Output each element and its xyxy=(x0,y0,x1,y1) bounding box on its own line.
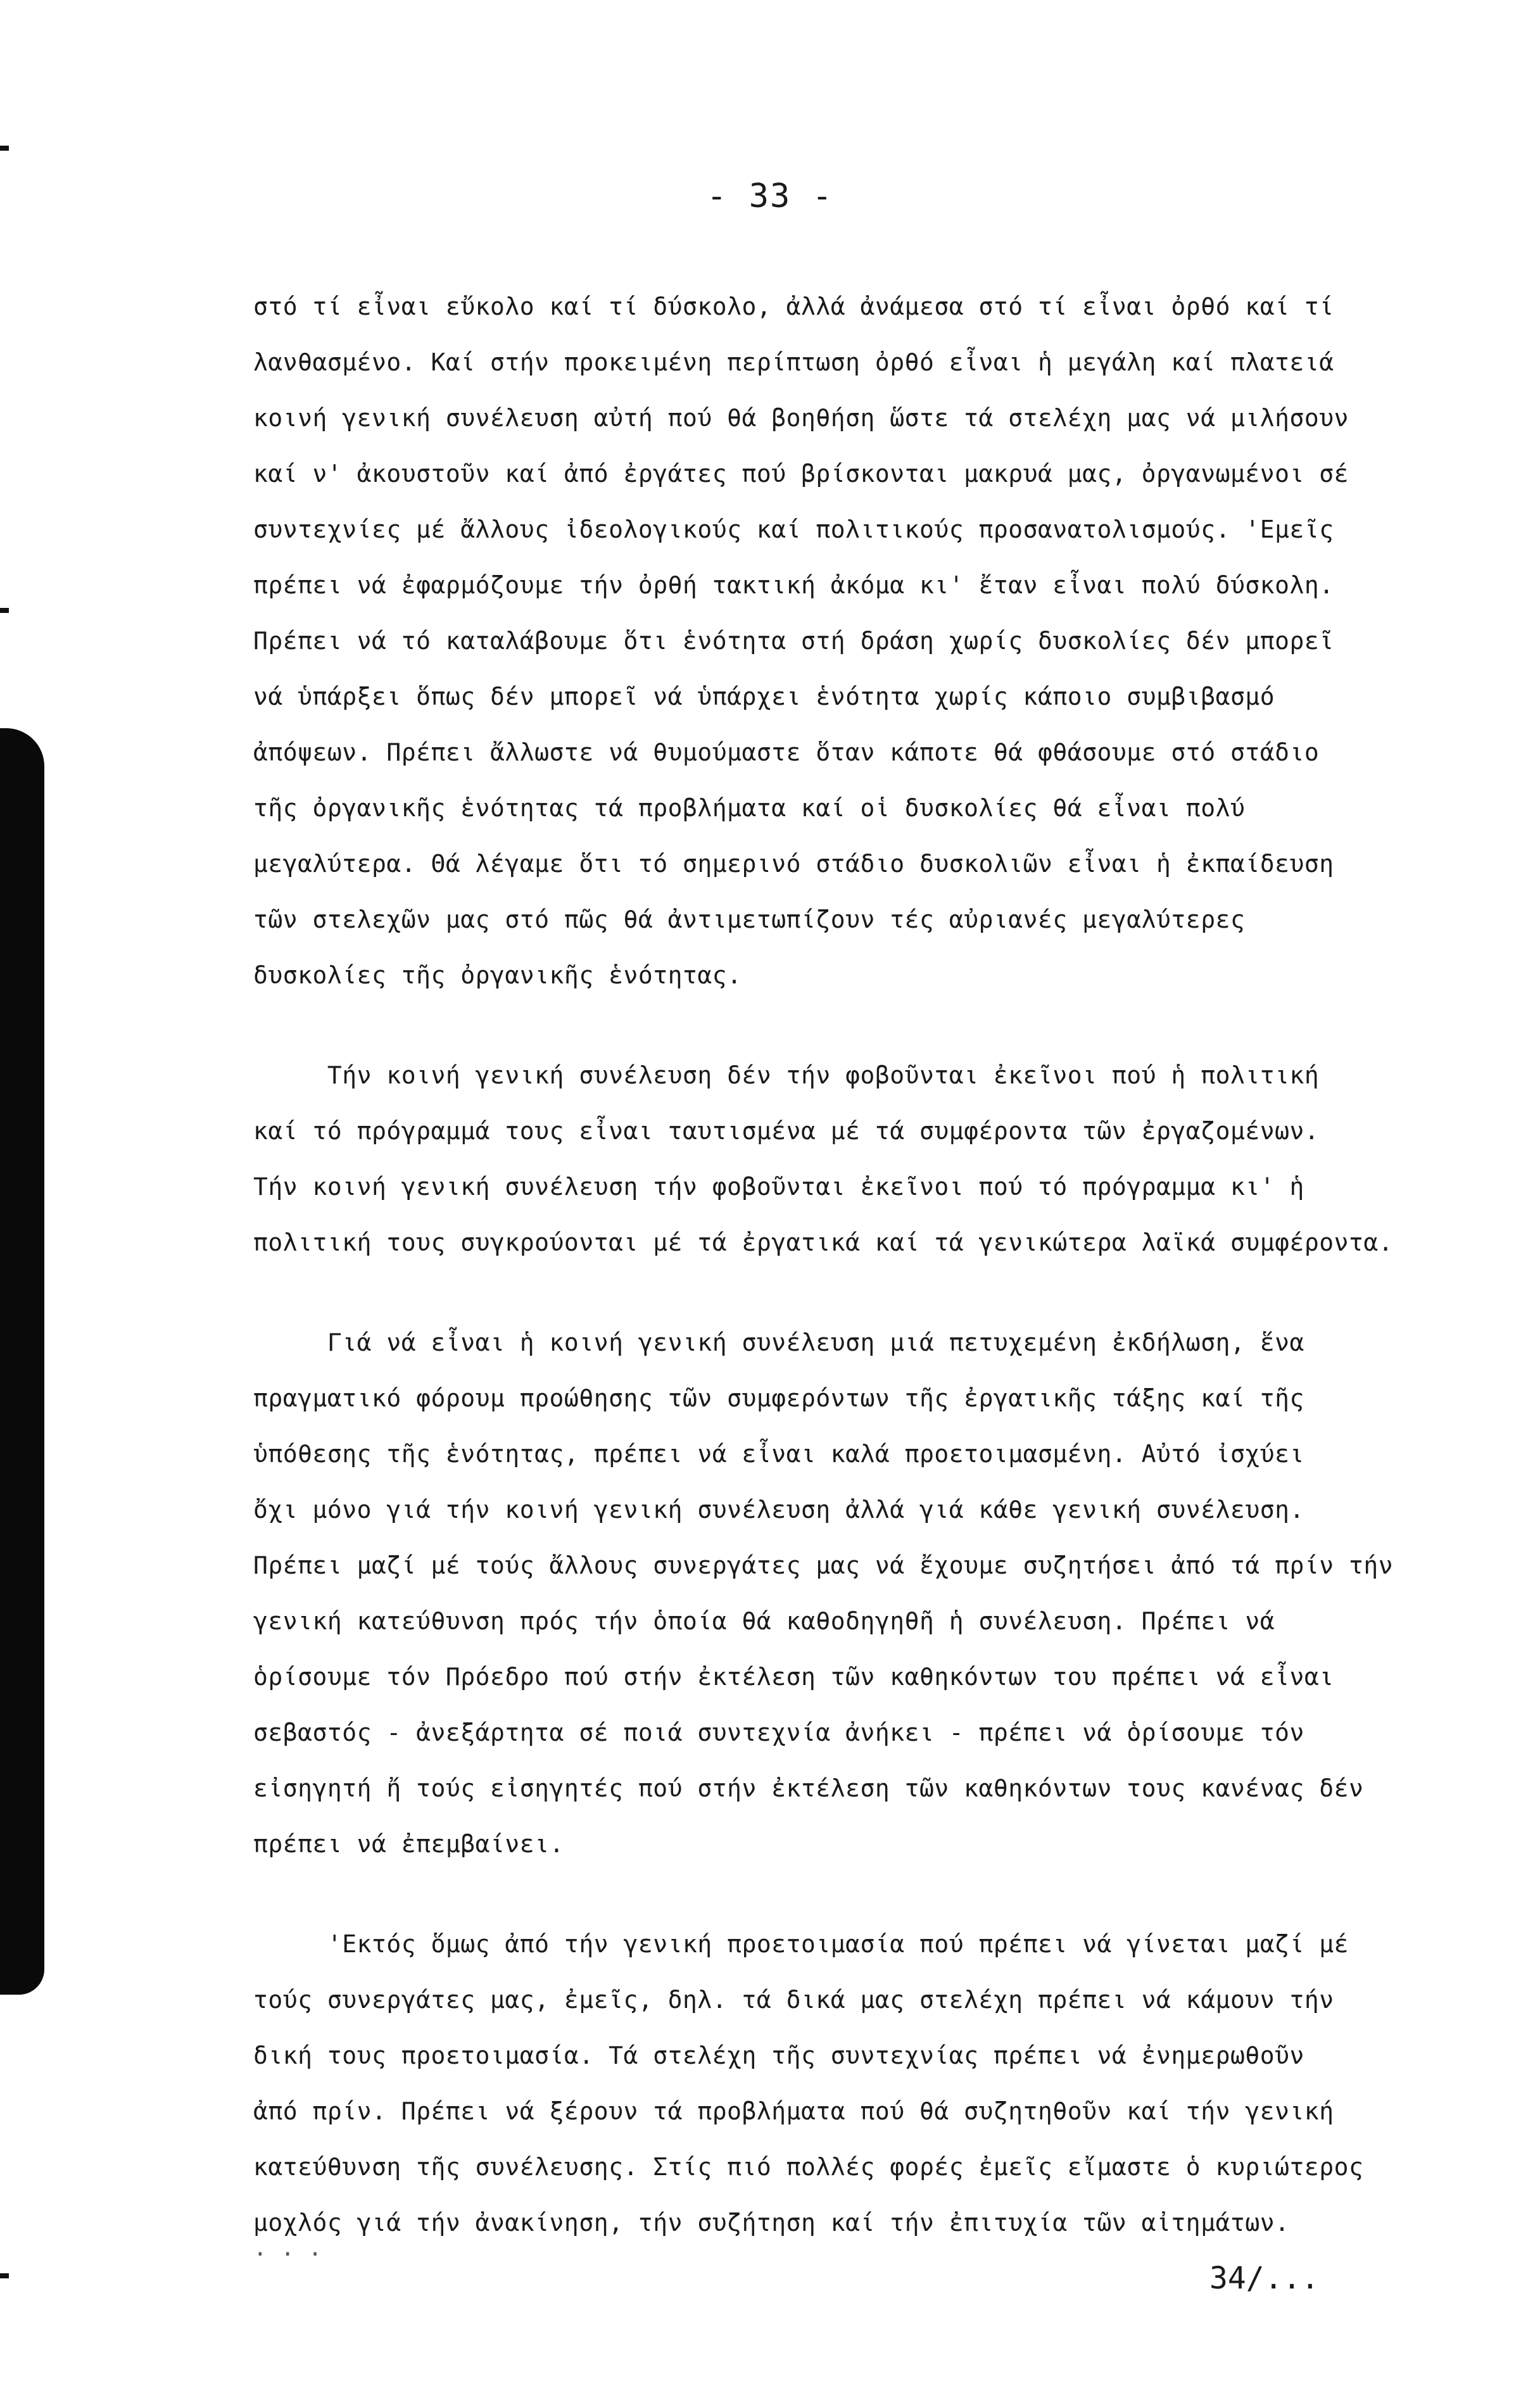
text-line: νά ὑπάρξει ὅπως δέν μπορεῖ νά ὑπάρχει ἑνότητα χωρίς κάποιο συμβιβασμό xyxy=(253,683,1275,710)
text-line: πρέπει νά ἐπεμβαίνει. xyxy=(253,1830,564,1858)
paragraph xyxy=(253,1315,1444,1872)
text-line: γενική κατεύθυνση πρός τήν ὁποία θά καθοδηγηθῆ ἡ συνέλευση. Πρέπει νά xyxy=(253,1607,1275,1635)
document-body xyxy=(253,279,1444,2250)
scan-shadow-edge xyxy=(0,728,44,1995)
text-line: Πρέπει νά τό καταλάβουμε ὅτι ἑνότητα στή δράση χωρίς δυσκολίες δέν μπορεῖ xyxy=(253,627,1334,655)
paragraph xyxy=(253,279,1444,1003)
text-line: συντεχνίες μέ ἄλλους ἰδεολογικούς καί πολιτικούς προσανατολισμούς. 'Εμεῖς xyxy=(253,515,1334,543)
text-line: τῶν στελεχῶν μας στό πῶς θά ἀντιμετωπίζουν τές αὐριανές μεγαλύτερες xyxy=(253,906,1246,933)
text-line: ἀπό πρίν. Πρέπει νά ξέρουν τά προβλήματα πού θά συζητηθοῦν καί τήν γενική xyxy=(253,2097,1334,2125)
text-line: Γιά νά εἶναι ἡ κοινή γενική συνέλευση μιά πετυχεμένη ἐκδήλωση, ἕνα xyxy=(253,1329,1304,1356)
text-line: ὄχι μόνο γιά τήν κοινή γενική συνέλευση ἀλλά γιά κάθε γενική συνέλευση. xyxy=(253,1496,1304,1524)
text-line: κοινή γενική συνέλευση αὐτή πού θά βοηθήση ὥστε τά στελέχη μας νά μιλήσουν xyxy=(253,404,1349,432)
text-line: πρέπει νά ἐφαρμόζουμε τήν ὀρθή τακτική ἀκόμα κι' ἔταν εἶναι πολύ δύσκολη. xyxy=(253,571,1334,599)
text-line: Τήν κοινή γενική συνέλευση δέν τήν φοβοῦνται ἐκεῖνοι πού ἡ πολιτική xyxy=(253,1061,1320,1089)
text-line: 'Εκτός ὅμως ἀπό τήν γενική προετοιμασία πού πρέπει νά γίνεται μαζί μέ xyxy=(253,1930,1349,1958)
text-line: εἰσηγητή ἤ τούς εἰσηγητές πού στήν ἐκτέλεση τῶν καθηκόντων τους κανένας δέν xyxy=(253,1774,1364,1802)
page-number: - 33 - xyxy=(707,177,833,215)
text-line: Πρέπει μαζί μέ τούς ἄλλους συνεργάτες μας νά ἔχουμε συζητήσει ἀπό τά πρίν τήν xyxy=(253,1551,1394,1579)
text-line: ὑπόθεσης τῆς ἑνότητας, πρέπει νά εἶναι καλά προετοιμασμένη. Αὐτό ἰσχύει xyxy=(253,1440,1304,1468)
footer-dots: . . . xyxy=(253,2235,322,2261)
text-line: καί τό πρόγραμμά τους εἶναι ταυτισμένα μέ τά συμφέροντα τῶν ἐργαζομένων. xyxy=(253,1117,1320,1145)
text-line: δυσκολίες τῆς ὀργανικῆς ἑνότητας. xyxy=(253,961,742,989)
continuation-marker: 34/... xyxy=(1209,2261,1320,2296)
paragraph xyxy=(253,1047,1444,1270)
text-line: ὁρίσουμε τόν Πρόεδρο πού στήν ἐκτέλεση τῶν καθηκόντων του πρέπει νά εἶναι xyxy=(253,1663,1334,1691)
text-line: ἀπόψεων. Πρέπει ἄλλωστε νά θυμούμαστε ὅταν κάποτε θά φθάσουμε στό στάδιο xyxy=(253,738,1320,766)
text-line: καί ν' ἀκουστοῦν καί ἀπό ἐργάτες πού βρίσκονται μακρυά μας, ὀργανωμένοι σέ xyxy=(253,460,1349,488)
scan-edge-mark xyxy=(0,608,9,613)
text-line: τούς συνεργάτες μας, ἐμεῖς, δηλ. τά δικά μας στελέχη πρέπει νά κάμουν τήν xyxy=(253,1986,1334,2014)
text-line: μοχλός γιά τήν ἀνακίνηση, τήν συζήτηση καί τήν ἐπιτυχία τῶν αἰτημάτων. xyxy=(253,2209,1290,2237)
text-line: κατεύθυνση τῆς συνέλευσης. Στίς πιό πολλές φορές ἐμεῖς εἴμαστε ὁ κυριώτερος xyxy=(253,2153,1364,2181)
text-line: μεγαλύτερα. Θά λέγαμε ὅτι τό σημερινό στάδιο δυσκολιῶν εἶναι ἡ ἐκπαίδευση xyxy=(253,850,1334,878)
text-line: δική τους προετοιμασία. Τά στελέχη τῆς συντεχνίας πρέπει νά ἐνημερωθοῦν xyxy=(253,2042,1304,2069)
text-line: πραγματικό φόρουμ προώθησης τῶν συμφερόντων τῆς ἐργατικῆς τάξης καί τῆς xyxy=(253,1384,1304,1412)
text-line: στό τί εἶναι εὔκολο καί τί δύσκολο, ἀλλά ἀνάμεσα στό τί εἶναι ὀρθό καί τί xyxy=(253,293,1334,320)
paragraph xyxy=(253,1916,1444,2250)
text-line: σεβαστός - ἀνεξάρτητα σέ ποιά συντεχνία ἀνήκει - πρέπει νά ὁρίσουμε τόν xyxy=(253,1719,1304,1746)
text-line: τῆς ὀργανικῆς ἑνότητας τά προβλήματα καί οἱ δυσκολίες θά εἶναι πολύ xyxy=(253,794,1246,822)
scan-edge-mark xyxy=(0,2273,9,2278)
text-line: πολιτική τους συγκρούονται μέ τά ἐργατικά καί τά γενικώτερα λαϊκά συμφέροντα. xyxy=(253,1228,1394,1256)
text-line: λανθασμένο. Καί στήν προκειμένη περίπτωση ὀρθό εἶναι ἡ μεγάλη καί πλατειά xyxy=(253,348,1334,376)
text-line: Τήν κοινή γενική συνέλευση τήν φοβοῦνται ἐκεῖνοι πού τό πρόγραμμα κι' ἡ xyxy=(253,1173,1304,1201)
scan-edge-mark xyxy=(0,146,9,151)
